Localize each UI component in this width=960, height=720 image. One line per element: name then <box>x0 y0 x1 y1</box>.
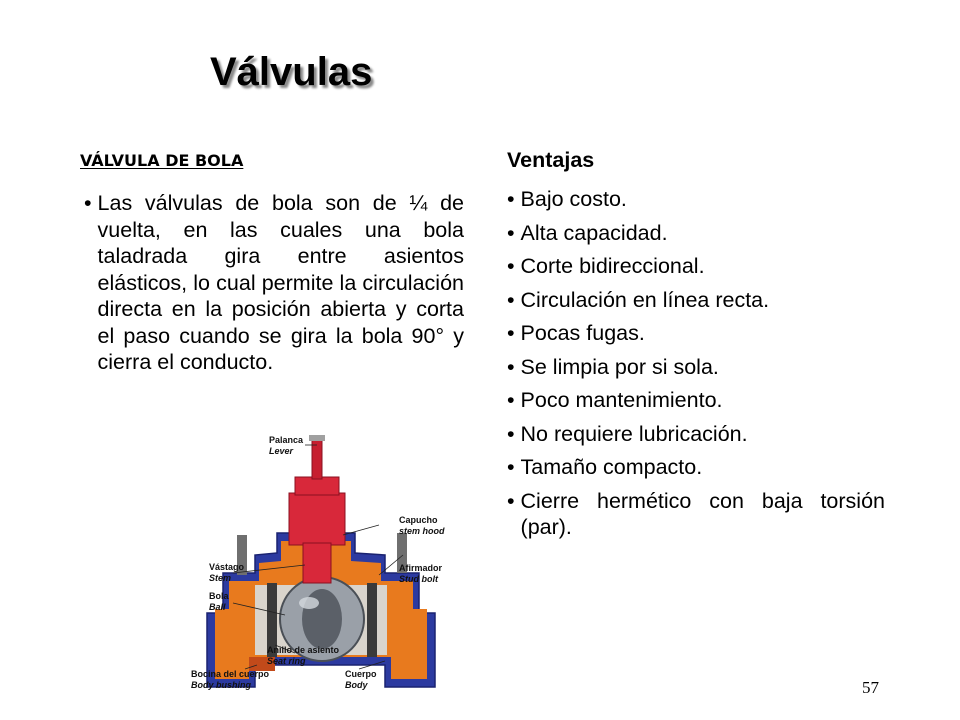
bullet-marker: • <box>507 220 515 245</box>
bullet-marker: • <box>507 354 515 379</box>
list-item <box>507 253 885 279</box>
label-capucho: Capucho <box>399 515 438 525</box>
bullet-marker: • <box>507 455 515 479</box>
list-item <box>507 421 885 447</box>
seat-ring-right <box>367 583 377 657</box>
description-text: Las válvulas de bola son de ¼ de vuelta, en las cuales una bola taladrada gira entre asientos elásticos, lo cual permite la circulación directa en la posición abierta y corta el paso cuando se gira la bola 90° y cierra el conducto. <box>97 191 464 374</box>
label-ball: Ball <box>209 602 226 612</box>
label-afirmador: Afirmador <box>399 563 443 573</box>
slide-title: Válvulas <box>210 50 373 94</box>
advantage-text: Bajo costo. <box>520 187 627 211</box>
lever-cap <box>309 435 325 441</box>
ball-valve-diagram <box>185 425 475 703</box>
list-item <box>507 354 885 380</box>
label-bocina: Bocina del cuerpo <box>191 669 270 679</box>
list-item <box>507 454 885 480</box>
list-item <box>507 488 885 540</box>
leader-line <box>343 525 379 535</box>
advantages-list <box>507 186 885 547</box>
label-lever: Lever <box>269 446 294 456</box>
advantage-text: Se limpia por si sola. <box>520 354 719 379</box>
advantage-text: Corte bidireccional. <box>520 254 705 278</box>
label-body: Body <box>345 680 368 690</box>
label-anillo: Anillo de asiento <box>267 645 340 655</box>
bullet-marker: • <box>507 287 515 312</box>
label-stud-bolt: Stud bolt <box>399 574 438 584</box>
stem-hood <box>289 493 345 545</box>
label-stem: Stem <box>209 573 232 583</box>
stem <box>303 543 331 583</box>
bullet-marker: • <box>507 421 515 446</box>
description-paragraph <box>84 190 464 376</box>
label-palanca: Palanca <box>269 435 304 445</box>
bullet-marker: • <box>507 254 515 278</box>
advantage-text: Alta capacidad. <box>520 220 668 245</box>
bullet-marker: • <box>84 191 92 215</box>
list-item <box>507 287 885 313</box>
bullet-marker: • <box>507 388 515 412</box>
bullet-marker: • <box>507 187 515 211</box>
label-body-bushing: Body bushing <box>191 680 251 690</box>
section-subheading: VÁLVULA DE BOLA <box>80 151 244 170</box>
label-seat-ring: Seat ring <box>267 656 306 666</box>
advantage-text: Poco mantenimiento. <box>520 388 723 412</box>
label-bola: Bola <box>209 591 229 601</box>
list-item <box>507 320 885 346</box>
label-vastago: Vástago <box>209 562 245 572</box>
label-stem-hood: stem hood <box>399 526 445 536</box>
ball-highlight <box>299 597 319 609</box>
stem-hood-top <box>295 477 339 495</box>
ball-valve-cutaway-illustration <box>185 425 475 703</box>
bullet-marker: • <box>507 321 515 345</box>
list-item <box>507 220 885 246</box>
bullet-marker: • <box>507 488 515 513</box>
advantage-text: Pocas fugas. <box>520 321 645 345</box>
advantage-text: Circulación en línea recta. <box>520 287 770 312</box>
page-number: 57 <box>862 678 879 697</box>
advantage-text: No requiere lubricación. <box>520 421 748 446</box>
list-item <box>507 387 885 413</box>
advantages-heading: Ventajas <box>507 148 595 172</box>
advantage-text: Cierre hermético con baja torsión (par). <box>520 488 885 539</box>
label-cuerpo: Cuerpo <box>345 669 377 679</box>
advantage-text: Tamaño compacto. <box>520 455 703 479</box>
list-item <box>507 186 885 212</box>
